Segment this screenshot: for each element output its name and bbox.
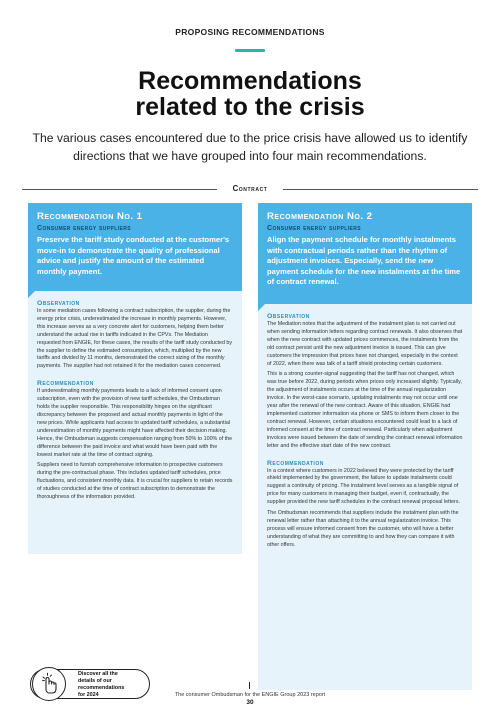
observation-heading: Observation [37, 300, 80, 307]
recommendation-text-2: Suppliers need to furnish comprehensive information to prospective customers during the pre-contractual phase. This includes updated tariff schedules, price fluctuations, and consistent monthly data. It is crucial for suppliers to retain records of studies conducted at the time of contract subscription to demonstrate the thoroughness of the information provided. [37, 462, 233, 501]
recommendation-title: Recommendation No. 1 [37, 211, 143, 222]
recommendation-text-2: The Ombudsman recommends that suppliers include the instalment plan with the renewal letter rather than attaching it to the annual regularization invoice. This process will ensure informed consent from the customer, who will have a better understanding of what they are committing to and how they can compare it with other offers. [267, 510, 459, 548]
recommendation-text-1: If underestimating monthly payments leads to a lack of informed consent upon subscription, even with the provision of new tariff schedules, the Ombudsman holds the supplier responsible. This responsibility hinges on the significant discrepancy between the proposed and actual monthly payments in light of the new prices. While applicants had access to updated tariff schedules, a substantial underestimation of monthly payments might have affected their decision making. Hence, the Ombudsman suggests compensation ranging from 50% to 100% of the difference between the paid invoice and what would have been paid with the lowest market rate at the time of contract signing. [37, 388, 233, 458]
discover-line-2: details of our [78, 678, 112, 684]
header-notch [258, 304, 265, 311]
recommendation-heading: Recommendation [267, 459, 324, 467]
page-number: 30 [246, 699, 254, 706]
page-title-line-1: Recommendations [138, 67, 362, 95]
recommendation-audience: Consumer energy suppliers [37, 225, 131, 232]
recommendation-title: Recommendation No. 2 [267, 211, 373, 222]
footer-report-title: The consumer Ombudsman for the ENGIE Group 2023 report [174, 692, 326, 698]
recommendation-audience: Consumer energy suppliers [267, 225, 361, 232]
recommendation-card-2 [258, 203, 472, 690]
recommendation-header-2 [258, 203, 472, 304]
observation-text-2: This is a strong counter-signal suggesting that the tariff has not changed, which was true before 2022, during periods when prices only increased slightly. Typically, the adjustment of instalments occurs at the time of the annual regularization invoice. In the worst-case scenario, updating instalments may not occur until one year after the renewal of the new contract. Aware of this situation, ENGIE had implemented customer information via phone or SMS to inform them closer to the contract renewal. However, certain situations encountered could lead to a lack of informed consent at the time of contract renewal. Particularly when adjustment invoices were issued between the date of sending the contract renewal information letter and the effective start date of the new contract. [267, 371, 463, 449]
page-title [0, 68, 500, 120]
recommendation-body-2 [258, 304, 472, 690]
recommendation-text-1: In a context where customers in 2022 believed they were protected by the tariff shield implemented by the government, the failure to update instalments could suggest a continuity of pricing. The instalment level serves as a tangible signal of price for many customers in managing their budget, even if, contractually, the supplier provided the new tariff schedules in the contract renewal proposal letters. [267, 467, 460, 506]
discover-line-3: recommendations [78, 685, 125, 691]
observation-text: In some mediation cases following a contract subscription, the supplier, during the energy price crisis, underestimated the increase in monthly payments. However, this increase serves as a very concrete alert for customers, helping them better understand the actual rise in tariffs indicated in the CPVs. The Mediation requested from ENGIE, for these cases, the results of the tariff study conducted by the supplier to define the estimated consumption, which, multiplied by the new tariffs and divided by 11 months, demonstrated the correct sizing of the monthly payments. The supplier had not retained it for the mediation cases concerned. [37, 308, 233, 370]
recommendation-header-1 [28, 203, 242, 291]
contract-section-label: Contract [232, 184, 268, 193]
recommendation-heading: Recommendation [37, 380, 94, 388]
discover-line-4: for 2024 [78, 692, 99, 698]
recommendation-lead: Preserve the tariff study conducted at the customer's move-in to demonstrate the quality of professional advice and justify the amount of the estimated monthly payment. [37, 235, 230, 276]
section-heading: PROPOSING RECOMMENDATIONS [175, 27, 325, 37]
footer-divider [249, 682, 250, 689]
page-title-line-2: related to the crisis [135, 93, 365, 121]
header-notch [28, 291, 35, 298]
recommendation-body-1 [28, 291, 242, 554]
recommendation-lead: Align the payment schedule for monthly instalments with contractual periods rather than the rhythm of adjustment invoices. Especially, send the new payment schedule for the new instalments at the time of contract renewal. [267, 235, 461, 287]
observation-text-1: The Mediation notes that the adjustment of the instalment plan is not carried out when sending information letters regarding contract renewals. It also observes that when the new contract with updated prices commences, the instalments from the old contract persist until the new adjustment invoice is issued. This can give customers the impression that prices have not changed, especially in the context of 2022, when there was talk of a tariff shield protecting certain customers. [267, 321, 463, 367]
discover-line-1: Discover all the [78, 671, 118, 677]
observation-heading: Observation [267, 313, 310, 320]
intro-paragraph: The various cases encountered due to the price crisis have allowed us to identify directions that we have grouped into four main recommendations. [32, 131, 468, 163]
discover-recommendations-link[interactable] [0, 664, 160, 704]
recommendation-card-1 [28, 203, 242, 554]
divider-right [283, 189, 478, 190]
accent-rule [235, 49, 265, 52]
